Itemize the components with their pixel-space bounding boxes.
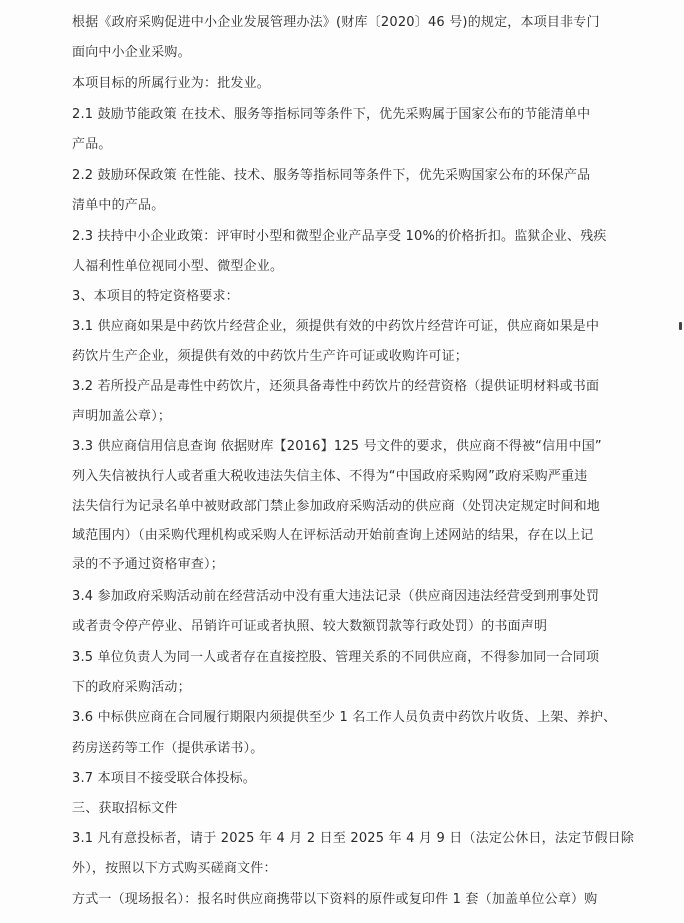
text-line: 2.2 鼓励环保政策 在性能、技术、服务等指标同等条件下，优先采购国家公布的环保产品 <box>72 168 591 183</box>
text-line: 3.1 凡有意投标者，请于 2025 年 4 月 2 日至 2025 年 4 月 9 日（法定公休日，法定节假日除 <box>72 831 635 846</box>
text-line: 药房送药等工作（提供承诺书）。 <box>72 741 264 756</box>
section-heading: 3、本项目的特定资格要求： <box>72 289 239 304</box>
text-line: 清单中的产品。 <box>72 198 165 213</box>
text-line: 域范围内）（由采购代理机构或采购人在评标活动开始前查询上述网站的结果，存在以上记 <box>72 528 594 543</box>
text-line: 2.3 扶持中小企业政策：评审时小型和微型企业产品享受 10%的价格折扣。监狱企业、残疾 <box>72 229 607 244</box>
text-line: 根据《政府采购促进中小企业发展管理办法》(财库〔2020〕46 号)的规定，本项目非专门 <box>72 15 600 30</box>
text-line: 录的不予通过资格审查）； <box>72 557 224 572</box>
text-line: 3.3 供应商信用信息查询 依据财库【2016】125 号文件的要求，供应商不得被“信用中国” <box>72 439 602 454</box>
scan-edge-mark <box>679 322 682 330</box>
text-line: 产品。 <box>72 137 112 152</box>
text-line: 或者责令停产停业、吊销许可证或者执照、较大数额罚款等行政处罚）的书面声明 <box>72 619 548 634</box>
text-line: 药饮片生产企业，须提供有效的中药饮片生产许可证或收购许可证； <box>72 349 469 364</box>
text-line: 外），按照以下方式购买磋商文件： <box>72 861 277 876</box>
text-line: 3.5 单位负责人为同一人或者存在直接控股、管理关系的不同供应商，不得参加同一合同项 <box>72 650 600 665</box>
text-line: 下的政府采购活动； <box>72 680 191 695</box>
text-line: 列入失信被执行人或者重大税收违法失信主体、不得为“中国政府采购网”政府采购严重违 <box>72 469 588 484</box>
text-line: 声明加盖公章）； <box>72 409 172 424</box>
text-line: 本项目标的所属行业为：批发业。 <box>72 76 271 91</box>
text-line: 法失信行为记录名单中被财政部门禁止参加政府采购活动的供应商（处罚决定规定时间和地 <box>72 499 601 514</box>
text-line: 3.6 中标供应商在合同履行期限内须提供至少 1 名工作人员负责中药饮片收货、上架、养护、 <box>72 710 617 725</box>
text-line: 人福利性单位视同小型、微型企业。 <box>72 259 284 274</box>
text-line: 2.1 鼓励节能政策 在技术、服务等指标同等条件下，优先采购属于国家公布的节能清单中 <box>72 107 591 122</box>
text-line: 面向中小企业采购。 <box>72 45 191 60</box>
text-line: 方式一（现场报名）：报名时供应商携带以下资料的原件或复印件 1 套（加盖单位公章）购 <box>72 892 598 907</box>
text-line: 3.2 若所投产品是毒性中药饮片，还须具备毒性中药饮片的经营资格（提供证明材料或书面 <box>72 379 600 394</box>
section-heading: 三、获取招标文件 <box>72 801 178 816</box>
text-line: 3.4 参加政府采购活动前在经营活动中没有重大违法记录（供应商因违法经营受到刑事处罚 <box>72 589 600 604</box>
text-line: 3.1 供应商如果是中药饮片经营企业，须提供有效的中药饮片经营许可证，供应商如果是中 <box>72 319 600 334</box>
text-line: 3.7 本项目不接受联合体投标。 <box>72 771 257 786</box>
